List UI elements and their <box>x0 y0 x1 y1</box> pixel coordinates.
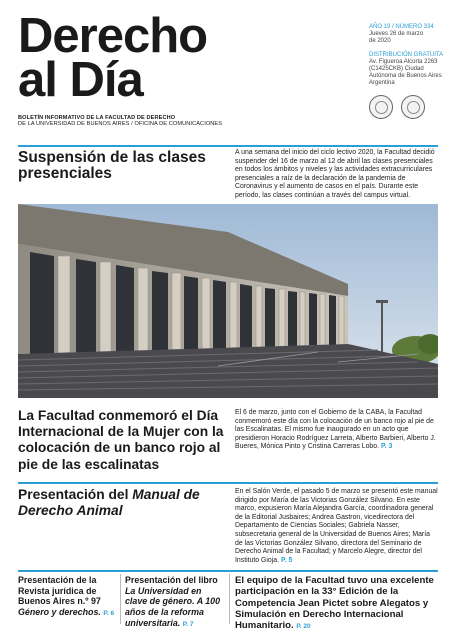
manual-headline-prefix: Presentación del <box>18 487 133 502</box>
masthead-title-line1: Derecho <box>18 9 208 63</box>
masthead-subtitle-line1: BOLETÍN INFORMATIVO DE LA FACULTAD DE DERECHO <box>18 115 176 121</box>
manual-page-link[interactable]: P. 5 <box>280 556 293 564</box>
revista-headline-italic: Género y derechos. <box>18 607 101 618</box>
section-rule <box>18 482 438 484</box>
mujer-body <box>235 409 438 452</box>
masthead <box>18 9 318 127</box>
mujer-page-link[interactable]: P. 3 <box>380 443 393 451</box>
issue-date-line1: Jueves 26 de marzo <box>369 31 424 37</box>
suspension-headline[interactable] <box>18 150 218 182</box>
competencia-headline: El equipo de la Facultad tuvo una excelente participación en la 33° Edición de la Competencia Jean Pictet sobre Alegatos y Simulación en Derecho Internacional Humanitario. <box>235 575 434 630</box>
issue-number: AÑO 19 / NÚMERO 334 <box>369 24 434 30</box>
suspension-headline-line2: presenciales <box>18 165 112 182</box>
mujer-headline-text: La Facultad conmemoró el Día Internacional de la Mujer con la colocación de un banco rojo al pie de las escalinatas <box>18 408 224 472</box>
manual-body <box>235 488 438 565</box>
manual-headline-italic: Manual de Derecho Animal <box>18 487 200 519</box>
manual-headline[interactable] <box>18 487 223 519</box>
university-seal-icon <box>369 95 393 119</box>
suspension-body: A una semana del inicio del ciclo lectivo 2020, la Facultad decidió suspender del 16 de marzo al 12 de abril las clases presenciales en todos los ámbitos y niveles y las actividades extracurriculares presenciales a raíz de la declaración de la pandemia de Coronavirus y el aumento de casos en el país. Durante este período, las clases continúan a través del campus virtual. <box>235 149 435 199</box>
section-rule <box>18 570 438 572</box>
mujer-headline[interactable] <box>18 408 228 473</box>
libro-headline-italic: La Universidad en clave de género. A 100 años de la reforma universitaria. <box>125 585 221 628</box>
manual-body-text: En el Salón Verde, el pasado 5 de marzo se presentó este manual dirigido por María de las Victorias González Silvano. En este marco, expusieron María Alejandra García, coordinadora general de la Editorial Jusbaires; Andrea Gastron, vicedirectora del Departamento de Ciencias Sociales; Gabriela Nasser, subsecretaria general de la Universidad de Buenos Aires; María de las Victorias González Silvano, directora del Seminario de Derecho Animal de la Facultad; y Marcelo Alegre, director del Instituto Gioja. <box>235 488 438 564</box>
address-line1: Av. Figueroa Alcorta 2263 <box>369 59 438 65</box>
section-rule <box>18 145 438 147</box>
revista-page-link[interactable]: P. 6 <box>103 610 115 618</box>
issue-date-line2: de 2020 <box>369 38 391 44</box>
masthead-subtitle-line2: DE LA UNIVERSIDAD DE BUENOS AIRES / OFICINA DE COMUNICACIONES <box>18 121 223 127</box>
address-line2: (C1425CKB) Ciudad <box>369 66 424 72</box>
competencia-page-link[interactable]: P. 20 <box>296 623 311 630</box>
masthead-title-line2: al Día <box>18 53 143 107</box>
distribution-label: DISTRIBUCIÓN GRATUITA <box>369 52 444 58</box>
address-line3: Autónoma de Buenos Aires <box>369 73 442 79</box>
seals <box>369 95 449 119</box>
revista-teaser[interactable] <box>18 575 118 620</box>
column-divider <box>120 574 121 624</box>
competencia-teaser[interactable] <box>235 575 438 630</box>
libro-page-link[interactable]: P. 7 <box>182 620 194 628</box>
libro-teaser[interactable] <box>125 575 225 630</box>
mujer-body-text: El 6 de marzo, junto con el Gobierno de la CABA, la Facultad conmemoró este día con la colocación de un banco rojo al pie de las Escalinatas. El mismo fue inaugurado en un acto que presidieron Horacio Rodríguez Larreta, Alberto Barbieri, Alberto J. Bueres, Mónica Pinto y Cristina Carreras Lobo. <box>235 409 436 451</box>
libro-headline: Presentación del libro <box>125 575 218 585</box>
address-line4: Argentina <box>369 80 395 86</box>
revista-headline: Presentación de la Revista jurídica de Buenos Aires n.º 97 <box>18 575 101 607</box>
suspension-headline-line1: Suspensión de las clases <box>18 149 206 166</box>
column-divider <box>229 574 230 624</box>
faculty-seal-icon <box>401 95 425 119</box>
faculty-building-photo <box>18 204 438 398</box>
issue-meta <box>369 24 449 119</box>
